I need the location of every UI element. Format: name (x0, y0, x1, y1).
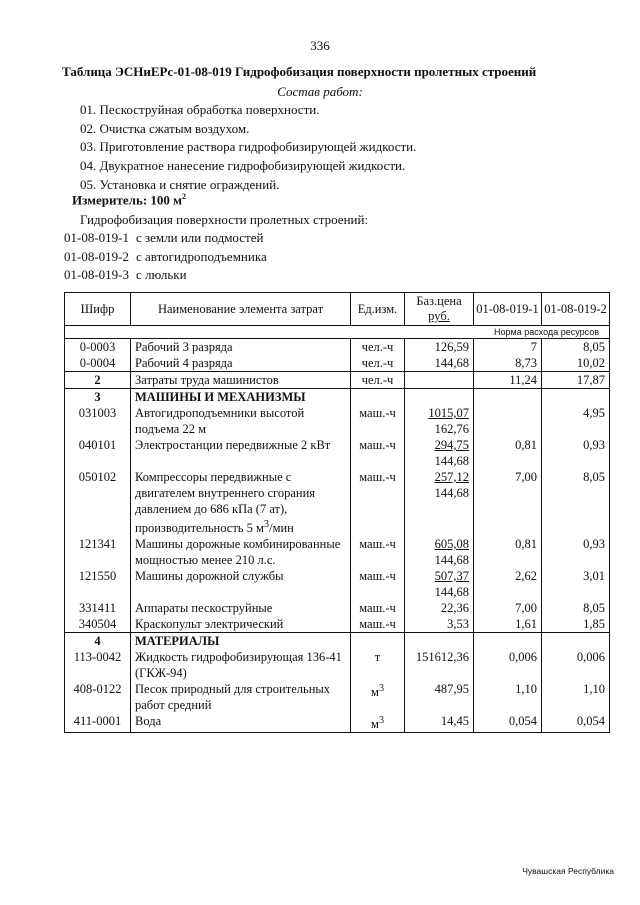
work-item: 02. Очистка сжатым воздухом. (80, 120, 250, 136)
cell-price: 3,53 (405, 616, 474, 633)
variant-text: с автогидроподъемника (136, 248, 267, 264)
table-row (65, 405, 610, 437)
cell-value-1: 11,24 (474, 372, 542, 389)
norm-label: Норма расхода ресурсов (65, 326, 610, 339)
section-row (65, 389, 610, 406)
table-row (65, 568, 610, 600)
cell-code: 2 (65, 372, 131, 389)
cell-price: 151612,36 (405, 649, 474, 681)
cell-code: 121341 (65, 536, 131, 568)
cell-unit: маш.-ч (351, 568, 405, 600)
cell-code: 121550 (65, 568, 131, 600)
cell-value-1 (474, 405, 542, 437)
variant-code: 01-08-019-2 (64, 248, 129, 264)
table-row (65, 355, 610, 372)
cell-code: 0-0003 (65, 339, 131, 356)
unit-superscript: 3 (378, 683, 385, 695)
resource-table (64, 292, 610, 733)
cell-name: Жидкость гидрофобизирующая 136-41 (ГКЖ-94) (131, 649, 351, 681)
cell-unit: маш.-ч (351, 536, 405, 568)
cell-value-2: 17,87 (542, 372, 610, 389)
table-row (65, 681, 610, 713)
cell-value-1: 7,00 (474, 600, 542, 616)
cell-unit (351, 713, 405, 733)
header-price-line1: Баз.цена (416, 294, 462, 308)
cell-name: Песок природный для строительных работ средний (131, 681, 351, 713)
cell-value-1: 1,10 (474, 681, 542, 713)
variant-code: 01-08-019-3 (64, 267, 129, 282)
cell-price (405, 372, 474, 389)
meter-superscript: 2 (182, 192, 187, 201)
cell-value-2: 4,95 (542, 405, 610, 437)
cell-name: Машины дорожные комбинированные мощностью менее 210 л.с. (131, 536, 351, 568)
cell-price (405, 437, 474, 469)
cell-price: 126,59 (405, 339, 474, 356)
cell-unit: маш.-ч (351, 437, 405, 469)
price-wage: 144,68 (434, 486, 469, 500)
price-base: 507,37 (434, 569, 469, 584)
work-item: 05. Установка и снятие ограждений. (80, 176, 280, 192)
cell-unit: чел.-ч (351, 339, 405, 356)
header-col2: 01-08-019-2 (542, 293, 610, 326)
cell-price: 487,95 (405, 681, 474, 713)
price-wage: 162,76 (434, 422, 469, 436)
cell-value-1: 0,81 (474, 437, 542, 469)
cell-unit: т (351, 649, 405, 681)
work-item: 03. Приготовление раствора гидрофобизирующей жидкости. (80, 139, 417, 155)
cell-code: 113-0042 (65, 649, 131, 681)
variant-list (64, 229, 267, 285)
meter-text: Измеритель: 100 м (72, 192, 183, 208)
section-row (65, 633, 610, 650)
header-price-line2: руб. (428, 309, 450, 323)
cell-code: 040101 (65, 437, 131, 469)
cell-code: 0-0004 (65, 355, 131, 372)
footer-region: Чувашская Республика (522, 866, 614, 876)
page-number: 336 (310, 38, 330, 53)
cell-value-1: 7 (474, 339, 542, 356)
cell-code: 031003 (65, 405, 131, 437)
work-item: 04. Двукратное нанесение гидрофобизирующей жидкости. (80, 158, 406, 174)
variant-item (64, 229, 267, 248)
intro-text: Гидрофобизация поверхности пролетных строений: (80, 212, 369, 227)
cell-unit (351, 681, 405, 713)
meter-label (72, 192, 186, 208)
cell-name: Затраты труда машинистов (131, 372, 351, 389)
section-name: МАШИНЫ И МЕХАНИЗМЫ (131, 389, 351, 406)
table-row (65, 437, 610, 469)
cell-value-2: 8,05 (542, 339, 610, 356)
cell-unit: маш.-ч (351, 405, 405, 437)
cell-code: 408-0122 (65, 681, 131, 713)
cell-name-superscript: 3 (263, 519, 270, 530)
cell-unit: маш.-ч (351, 469, 405, 536)
cell-price (405, 469, 474, 536)
price-wage: 144,68 (434, 553, 469, 568)
table-title: Таблица ЭСНиЕРс-01-08-019 Гидрофобизация поверхности пролетных строений (62, 64, 537, 79)
cell-name: Автогидроподъемники высотой подъема 22 м (131, 405, 351, 437)
header-col1: 01-08-019-1 (474, 293, 542, 326)
section-code: 3 (65, 389, 131, 406)
table-row (65, 372, 610, 389)
cell-value-2: 3,01 (542, 568, 610, 600)
cell-value-2: 10,02 (542, 355, 610, 372)
cell-value-1: 7,00 (474, 469, 542, 536)
cell-value-2: 1,85 (542, 616, 610, 633)
cell-unit: маш.-ч (351, 616, 405, 633)
cell-value-2: 0,93 (542, 536, 610, 568)
cell-value-1: 0,81 (474, 536, 542, 568)
cell-name: Рабочий 3 разряда (131, 339, 351, 356)
cell-code: 340504 (65, 616, 131, 633)
cell-value-1: 0,054 (474, 713, 542, 733)
cell-unit: маш.-ч (351, 600, 405, 616)
work-item: 01. Пескоструйная обработка поверхности. (80, 102, 320, 117)
cell-code: 050102 (65, 469, 131, 536)
cell-name: Рабочий 4 разряда (131, 355, 351, 372)
price-base: 294,75 (434, 438, 469, 452)
cell-value-1: 1,61 (474, 616, 542, 633)
cell-price (405, 536, 474, 568)
variant-item (64, 248, 267, 267)
header-name: Наименование элемента затрат (131, 293, 351, 326)
table-row (65, 469, 610, 536)
table-row (65, 536, 610, 568)
cell-price: 144,68 (405, 355, 474, 372)
unit-text: м (370, 717, 379, 732)
cell-name: Электростанции передвижные 2 кВт (131, 437, 351, 469)
table-row (65, 600, 610, 616)
cell-value-2: 1,10 (542, 681, 610, 713)
cell-value-1: 2,62 (474, 568, 542, 600)
price-wage: 144,68 (434, 454, 469, 468)
header-price (405, 293, 474, 326)
table-row (65, 713, 610, 733)
table-row (65, 616, 610, 633)
unit-text: м (370, 685, 379, 700)
cell-value-1: 0,006 (474, 649, 542, 681)
cell-price (405, 405, 474, 437)
variant-text: с люльки (136, 267, 187, 282)
cell-unit: чел.-ч (351, 355, 405, 372)
norm-row (65, 326, 610, 339)
price-wage: 144,68 (434, 585, 469, 600)
cell-value-2: 0,006 (542, 649, 610, 681)
cell-name: Машины дорожной службы (131, 568, 351, 600)
variant-text: с земли или подмостей (136, 230, 264, 245)
header-code: Шифр (65, 293, 131, 326)
table-header-row (65, 293, 610, 326)
work-list (80, 101, 416, 194)
cell-price: 22,36 (405, 600, 474, 616)
cell-name: Вода (131, 713, 351, 733)
price-base: 1015,07 (428, 406, 469, 420)
price-base: 605,08 (434, 537, 469, 552)
cell-price (405, 568, 474, 600)
section-name: МАТЕРИАЛЫ (131, 633, 351, 650)
cell-name: Аппараты пескоструйные (131, 600, 351, 616)
header-unit: Ед.изм. (351, 293, 405, 326)
variant-item (64, 266, 267, 285)
cell-value-2: 0,054 (542, 713, 610, 733)
price-base: 257,12 (434, 470, 469, 484)
section-code: 4 (65, 633, 131, 650)
cell-value-2: 8,05 (542, 600, 610, 616)
cell-price: 14,45 (405, 713, 474, 733)
cell-code: 411-0001 (65, 713, 131, 733)
table-row (65, 339, 610, 356)
cell-unit: чел.-ч (351, 372, 405, 389)
cell-name-text: Компрессоры передвижные с двигателем внутреннего сгорания давлением до 686 кПа (7 ат), производительность 5 м (135, 470, 316, 536)
unit-superscript: 3 (378, 715, 385, 727)
variant-code: 01-08-019-1 (64, 230, 129, 245)
cell-value-1: 8,73 (474, 355, 542, 372)
cell-name: Краскопульт электрический (131, 616, 351, 633)
cell-value-2: 8,05 (542, 469, 610, 536)
table-row (65, 649, 610, 681)
cell-name (131, 469, 351, 536)
work-composition-heading: Состав работ: (277, 84, 363, 99)
cell-value-2: 0,93 (542, 437, 610, 469)
cell-code: 331411 (65, 600, 131, 616)
cell-name-tail: /мин (269, 521, 294, 536)
